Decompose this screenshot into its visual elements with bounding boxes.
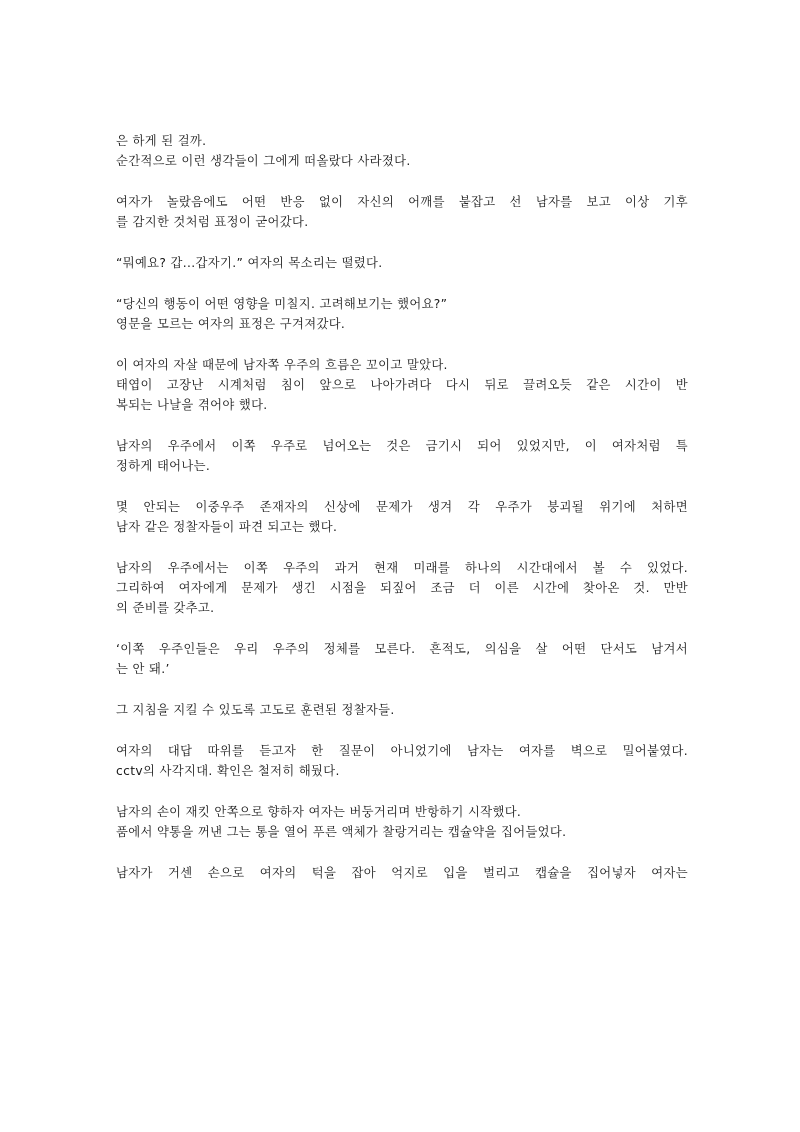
text-line: “뭐예요? 갑...갑자기.” 여자의 목소리는 떨렸다. — [116, 256, 383, 270]
text-line: 남자가 거센 손으로 여자의 턱을 잡아 억지로 입을 벌리고 캡슐을 집어넣자 여자는 — [116, 866, 688, 880]
text-line: 남자의 우주에서는 이쪽 우주의 과거 현재 미래를 하나의 시간대에서 볼 수 있었다. — [116, 561, 688, 575]
body-text — [116, 131, 688, 904]
paragraph — [116, 436, 688, 476]
text-line: 여자가 놀랐음에도 어떤 반응 없이 자신의 어깨를 붙잡고 선 남자를 보고 이상 기후 — [116, 195, 688, 209]
paragraph — [116, 802, 688, 842]
text-line: 정하게 태어나는. — [116, 459, 211, 473]
paragraph — [116, 355, 688, 415]
paragraph — [116, 497, 688, 537]
text-line: 를 감지한 것처럼 표정이 굳어갔다. — [116, 215, 309, 229]
text-line: 이 여자의 자살 때문에 남자쪽 우주의 흐름은 꼬이고 말았다. — [116, 358, 448, 372]
paragraph — [116, 741, 688, 781]
text-line: 품에서 약통을 꺼낸 그는 통을 열어 푸른 액체가 찰랑거리는 캡슐약을 집어들었다. — [116, 825, 567, 839]
text-line: 몇 안되는 이중우주 존재자의 신상에 문제가 생겨 각 우주가 붕괴될 위기에 처하면 — [116, 500, 688, 514]
text-line: 은 하게 된 걸까. — [116, 134, 207, 148]
text-line: 여자의 대답 따위를 듣고자 한 질문이 아니었기에 남자는 여자를 벽으로 밀어붙였다. — [116, 744, 688, 758]
paragraph — [116, 863, 688, 883]
text-line: 그 지침을 지킬 수 있도록 고도로 훈련된 정찰자들. — [116, 703, 395, 717]
text-line: 영문을 모르는 여자의 표정은 구겨져갔다. — [116, 317, 346, 331]
text-line: 그리하여 여자에게 문제가 생긴 시점을 되짚어 조금 더 이른 시간에 찾아온 것. 만반 — [116, 581, 688, 595]
paragraph — [116, 639, 688, 679]
text-line: 복되는 나날을 겪어야 했다. — [116, 398, 268, 412]
text-line: 는 안 돼.’ — [116, 662, 170, 676]
text-line: 태엽이 고장난 시계처럼 침이 앞으로 나아가려다 다시 뒤로 끌려오듯 같은 시간이 반 — [116, 378, 688, 392]
text-line: 남자 같은 정찰자들이 파견 되고는 했다. — [116, 520, 338, 534]
text-line: cctv의 사각지대. 확인은 철저히 해뒀다. — [116, 764, 340, 778]
paragraph — [116, 558, 688, 618]
paragraph — [116, 192, 688, 232]
text-line: 남자의 우주에서 이쪽 우주로 넘어오는 것은 금기시 되어 있었지만, 이 여자처럼 특 — [116, 439, 688, 453]
text-line: ‘이쪽 우주인들은 우리 우주의 정체를 모른다. 흔적도, 의심을 살 어떤 단서도 남겨서 — [116, 642, 688, 656]
text-line: 남자의 손이 재킷 안쪽으로 향하자 여자는 버둥거리며 반항하기 시작했다. — [116, 805, 522, 819]
text-line: “당신의 행동이 어떤 영향을 미칠지. 고려해보기는 했어요?” — [116, 297, 448, 311]
text-line: 의 준비를 갖추고. — [116, 601, 215, 615]
paragraph — [116, 131, 688, 171]
text-line: 순간적으로 이런 생각들이 그에게 떠올랐다 사라졌다. — [116, 154, 411, 168]
paragraph — [116, 294, 688, 334]
paragraph — [116, 253, 688, 273]
paragraph — [116, 700, 688, 720]
